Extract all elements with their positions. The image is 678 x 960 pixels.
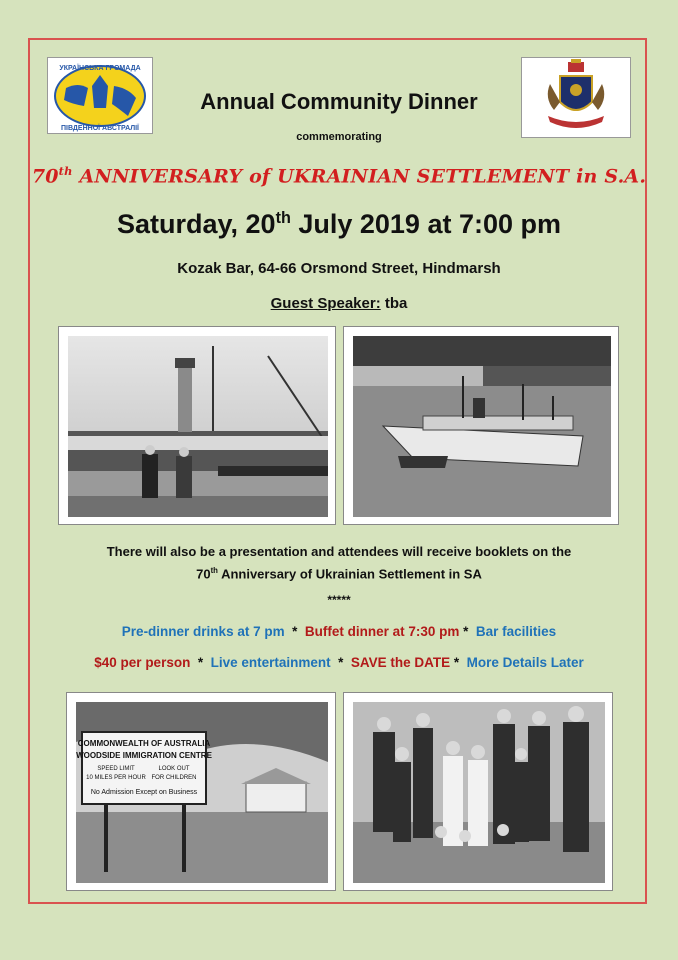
event-date: Saturday, 20th July 2019 at 7:00 pm — [116, 209, 561, 239]
photo-ship-at-dock — [58, 326, 336, 525]
event-venue: Kozak Bar, 64-66 Orsmond Street, Hindmarsh — [177, 260, 501, 277]
price-details: $40 per person * Live entertainment * SAVE the DATE * More Details Later — [94, 655, 584, 670]
photo-ship-at-sea — [343, 326, 619, 525]
event-title: Annual Community Dinner — [200, 89, 478, 114]
svg-text:WOODSIDE IMMIGRATION CENTRE: WOODSIDE IMMIGRATION CENTRE — [76, 751, 212, 760]
svg-text:FOR CHILDREN: FOR CHILDREN — [151, 775, 197, 781]
presentation-note: There will also be a presentation and attendees will receive booklets on the 70th Anniversary of Ukrainian Settlement in SA — [106, 544, 572, 582]
svg-text:SPEED LIMIT: SPEED LIMIT — [97, 766, 135, 772]
svg-text:No Admission Except on Busines: No Admission Except on Business — [90, 789, 198, 796]
dinner-details: Pre-dinner drinks at 7 pm * Buffet dinner at 7:30 pm * Bar facilities — [121, 624, 557, 639]
commemorating-label: commemorating — [296, 131, 382, 143]
photo-group-of-settlers — [343, 692, 613, 891]
svg-text:LOOK OUT: LOOK OUT — [158, 766, 190, 772]
svg-text:10 MILES PER HOUR: 10 MILES PER HOUR — [86, 775, 146, 781]
anniversary-heading: 70th ANNIVERSARY of UKRAINIAN SETTLEMENT in S.A. — [31, 164, 647, 188]
photo-immigration-centre-sign — [66, 692, 336, 891]
svg-text:COMMONWEALTH OF AUSTRALIA: COMMONWEALTH OF AUSTRALIA — [77, 739, 211, 748]
svg-text:УКРАЇНСЬКА ГРОМАДА: УКРАЇНСЬКА ГРОМАДА — [59, 65, 141, 72]
guest-speaker: Guest Speaker: tba — [270, 295, 408, 312]
divider-stars: ***** — [327, 593, 351, 607]
svg-text:ПІВДЕННОЇ АВСТРАЛІЇ: ПІВДЕННОЇ АВСТРАЛІЇ — [60, 125, 140, 132]
